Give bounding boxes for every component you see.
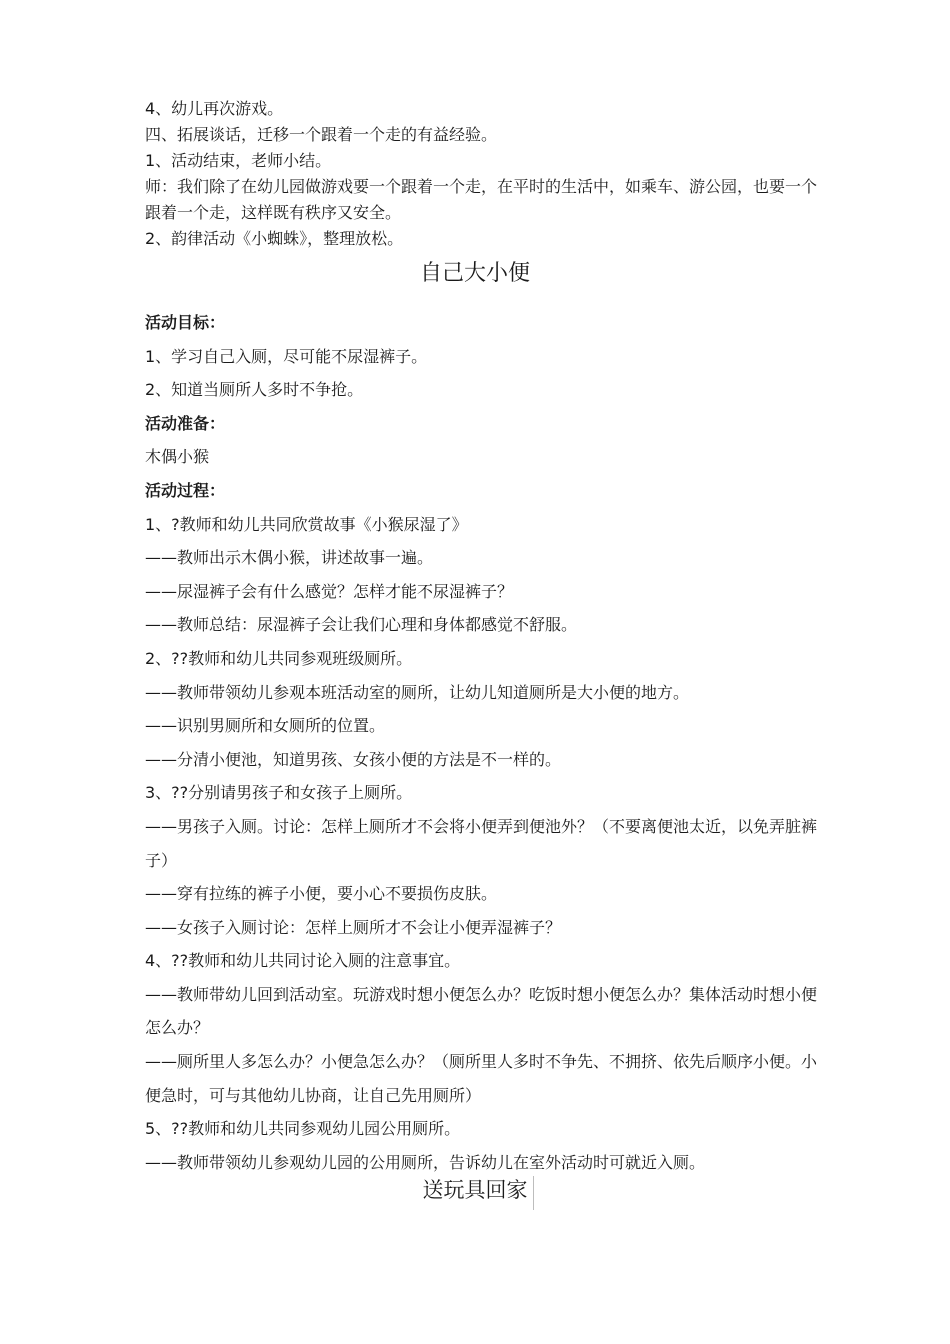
process-detail: ——教师带领幼儿参观幼儿园的公用厕所，告诉幼儿在室外活动时可就近入厕。 — [145, 1152, 706, 1172]
process-detail: ——尿湿裤子会有什么感觉？怎样才能不尿湿裤子？ — [145, 581, 514, 601]
text-cursor — [533, 1176, 534, 1210]
goal-item: 1、学习自己入厕，尽可能不尿湿裤子。 — [145, 346, 428, 366]
process-step: 1、?教师和幼儿共同欣赏故事《小猴尿湿了》 — [145, 514, 468, 534]
process-detail: ——教师带幼儿回到活动室。玩游戏时想小便怎么办？吃饭时想小便怎么办？集体活动时想小便怎么办？ — [145, 984, 818, 1038]
lesson-body — [145, 306, 825, 1179]
text-line: 4、幼儿再次游戏。 — [145, 99, 284, 118]
process-detail: ——教师带领幼儿参观本班活动室的厕所，让幼儿知道厕所是大小便的地方。 — [145, 682, 690, 702]
text-line: 1、活动结束，老师小结。 — [145, 151, 332, 170]
process-detail: ——分清小便池，知道男孩、女孩小便的方法是不一样的。 — [145, 749, 562, 769]
process-detail: ——男孩子入厕。讨论：怎样上厕所才不会将小便弄到便池外？（不要离便池太近，以免弄脏裤子） — [145, 816, 818, 870]
text-line: 四、拓展谈话，迁移一个跟着一个走的有益经验。 — [145, 125, 498, 144]
prep-heading: 活动准备： — [145, 413, 226, 433]
prep-item: 木偶小猴 — [145, 447, 210, 467]
process-detail: ——识别男厕所和女厕所的位置。 — [145, 716, 386, 736]
process-detail: ——教师出示木偶小猴，讲述故事一遍。 — [145, 548, 434, 568]
lesson-title: 自己大小便 — [419, 261, 530, 286]
goal-heading: 活动目标： — [145, 313, 226, 332]
next-lesson-title: 送玩具回家 — [422, 1178, 528, 1202]
process-heading: 活动过程： — [145, 480, 226, 500]
process-detail: ——厕所里人多怎么办？小便急怎么办？（厕所里人多时不争先、不拥挤、依先后顺序小便。小便急时，可与其他幼儿协商，让自己先用厕所） — [145, 1052, 818, 1105]
text-line: 2、韵律活动《小蜘蛛》，整理放松。 — [145, 229, 404, 248]
text-paragraph: 师：我们除了在幼儿园做游戏要一个跟着一个走，在平时的生活中，如乘车、游公园，也要一个跟着一个走，这样既有秩序又安全。 — [145, 177, 818, 222]
goal-item: 2、知道当厕所人多时不争抢。 — [145, 380, 364, 400]
process-detail: ——穿有拉练的裤子小便，要小心不要损伤皮肤。 — [145, 884, 498, 904]
process-step: 3、??分别请男孩子和女孩子上厕所。 — [145, 783, 413, 803]
process-step: 2、??教师和幼儿共同参观班级厕所。 — [145, 648, 413, 668]
process-detail: ——教师总结：尿湿裤子会让我们心理和身体都感觉不舒服。 — [145, 615, 578, 635]
process-step: 5、??教师和幼儿共同参观幼儿园公用厕所。 — [145, 1119, 461, 1139]
previous-activity-ending — [145, 96, 825, 252]
process-step: 4、??教师和幼儿共同讨论入厕的注意事宜。 — [145, 951, 461, 971]
process-detail: ——女孩子入厕讨论：怎样上厕所才不会让小便弄湿裤子？ — [145, 917, 562, 937]
